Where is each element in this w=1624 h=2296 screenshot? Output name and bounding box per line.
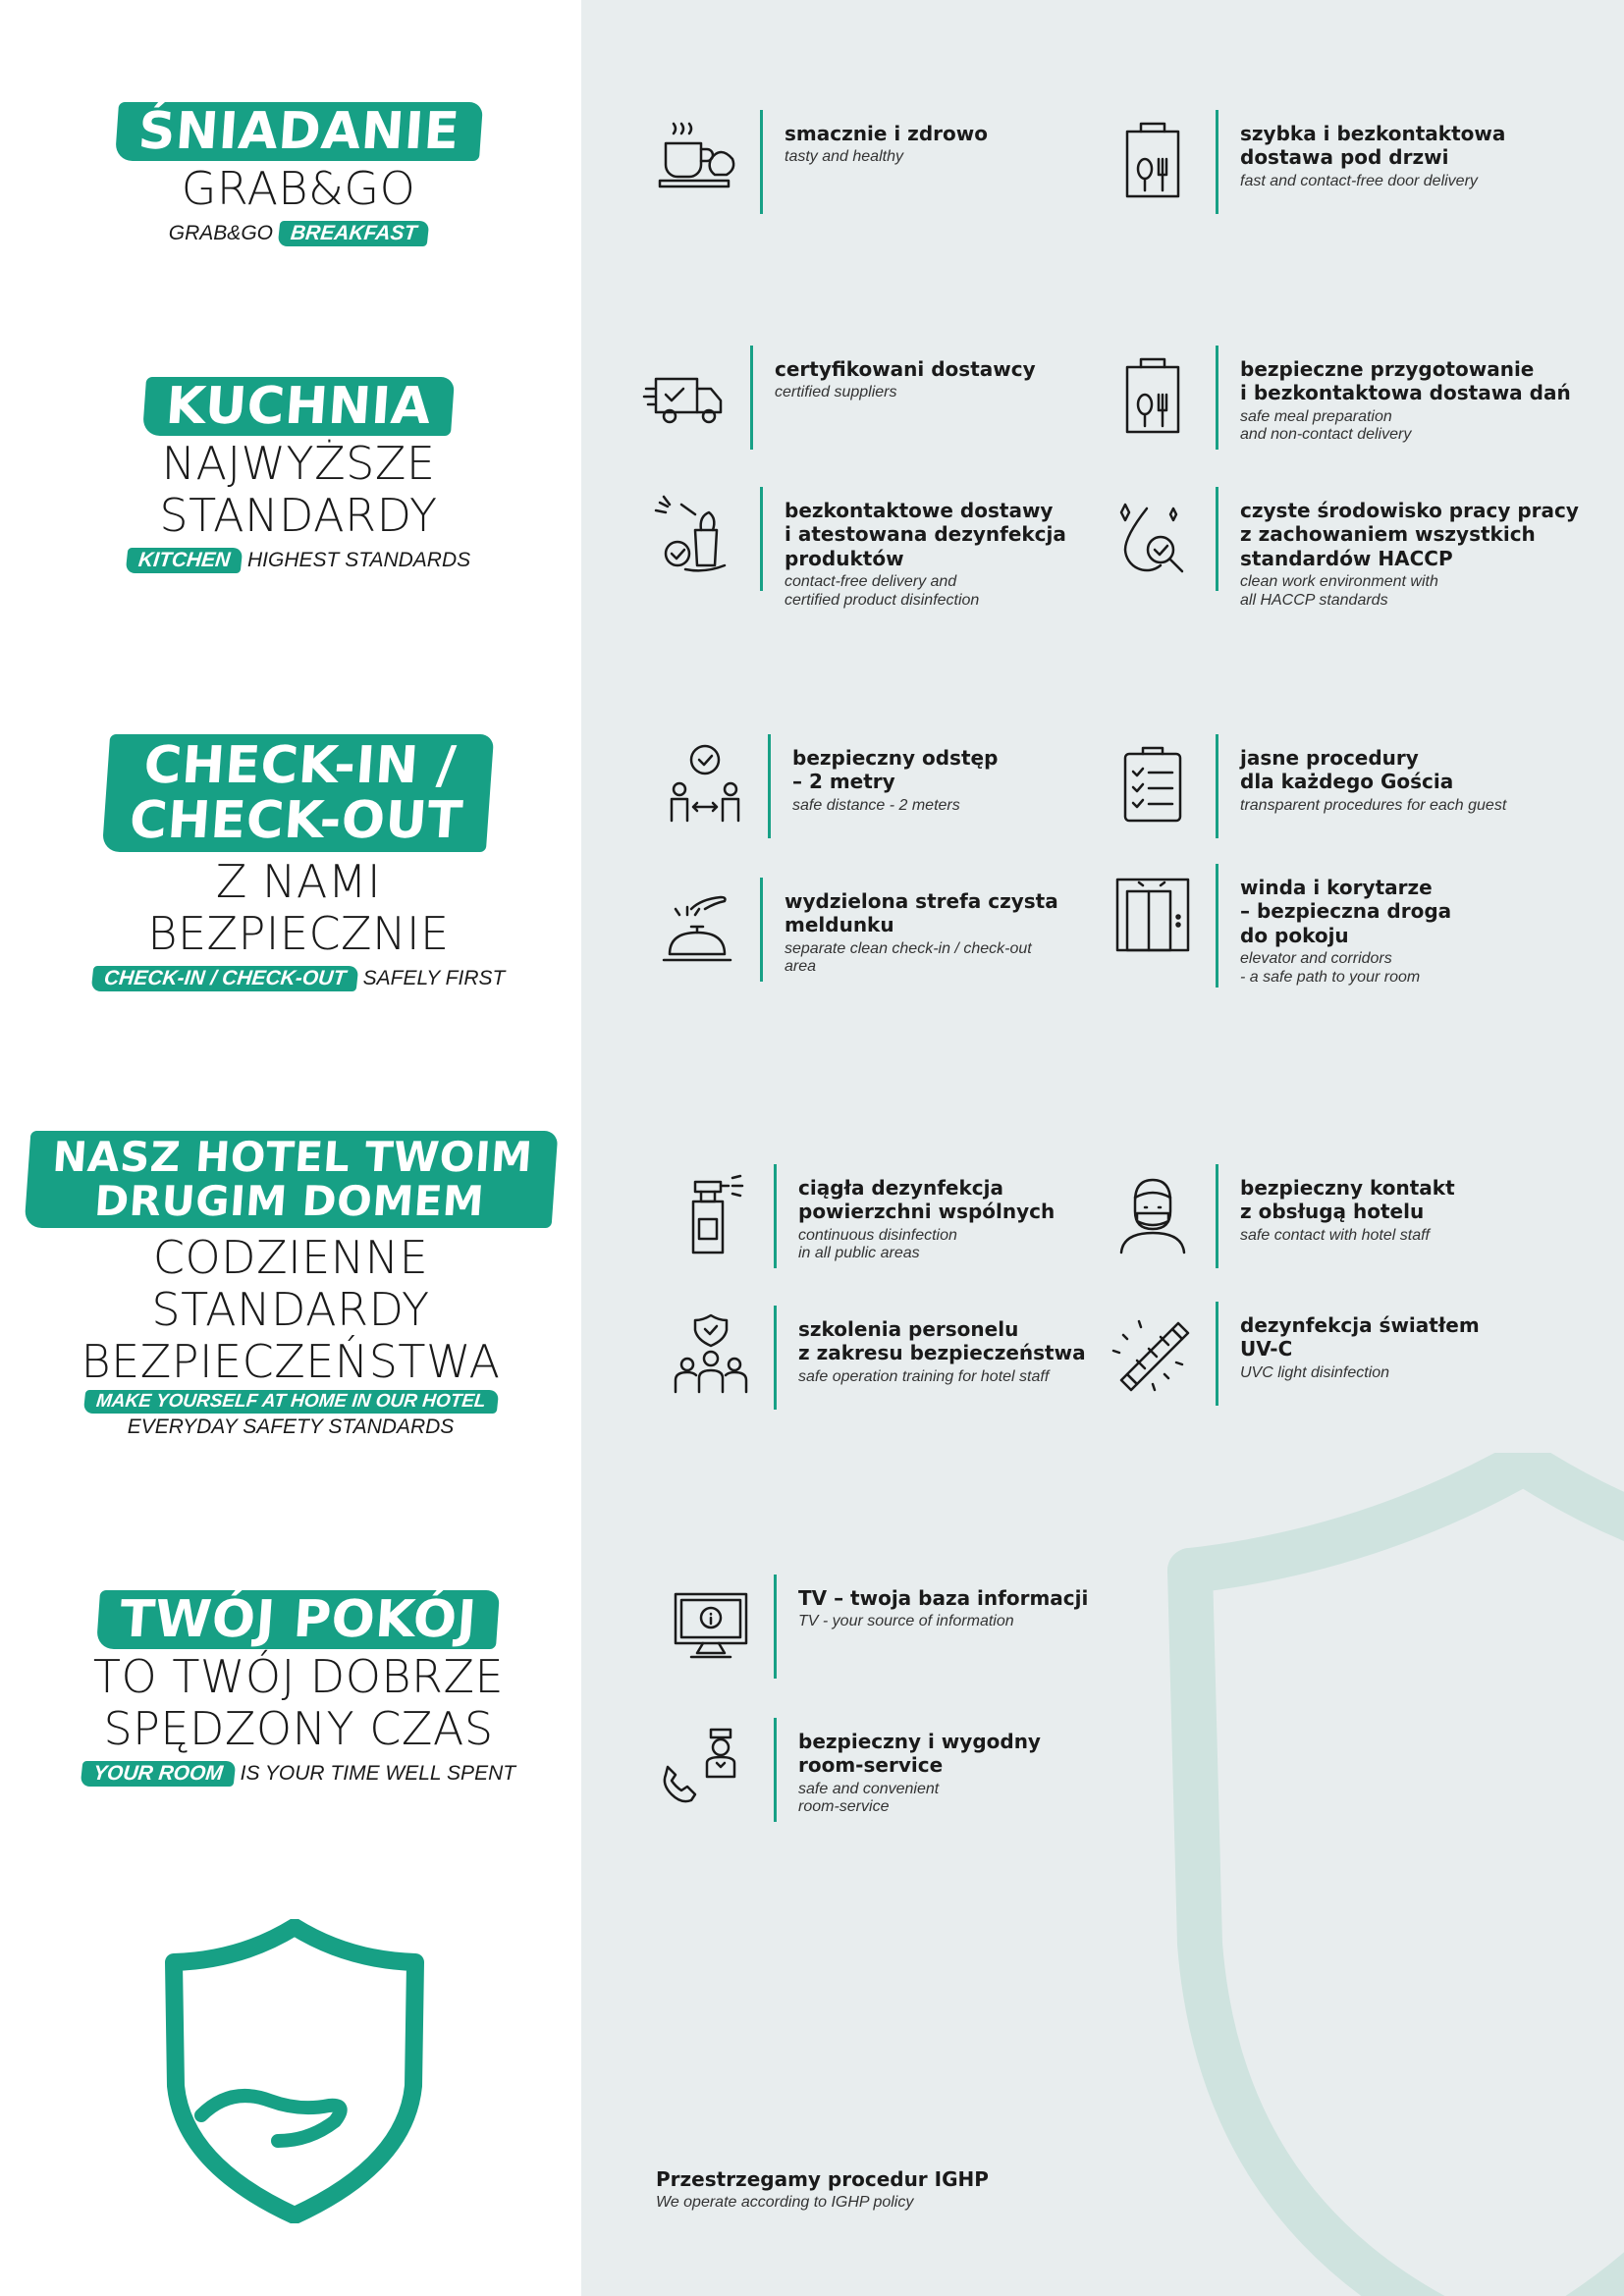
- item-clean-environment: [1108, 487, 1579, 610]
- elevator-icon: [1108, 868, 1198, 958]
- item-text: [1240, 487, 1579, 610]
- room-subtitle-1: TO TWÓJ DOBRZE: [92, 1650, 505, 1704]
- item-subtitle: safe operation training for hotel staff: [798, 1367, 1050, 1385]
- divider-line: [1216, 346, 1218, 450]
- item-text: [792, 734, 998, 815]
- hotel-brush-title: [24, 1131, 558, 1228]
- breakfast-tag-pill: BREAKFAST: [277, 221, 429, 246]
- divider-line: [1216, 864, 1218, 988]
- breakfast-subtitle: GRAB&GO: [181, 162, 416, 216]
- room-tag-plain: IS YOUR TIME WELL SPENT: [240, 1761, 516, 1785]
- kitchen-tagline: [8, 548, 589, 573]
- divider-line: [760, 878, 763, 982]
- divider-line: [774, 1306, 777, 1410]
- divider-line: [1216, 1164, 1218, 1268]
- item-door-delivery: [1108, 110, 1505, 214]
- item-title: UV-C: [1240, 1337, 1293, 1362]
- checkin-subtitle-2: BEZPIECZNIE: [147, 907, 450, 961]
- checkin-tag-pill: CHECK-IN / CHECK-OUT: [90, 966, 358, 991]
- section-hotel-header: [0, 1131, 581, 1439]
- item-subtitle: clean work environment with: [1240, 573, 1438, 591]
- item-title: do pokoju: [1240, 923, 1349, 947]
- item-title: dla każdego Gościa: [1240, 770, 1454, 794]
- item-subtitle: safe and convenient: [798, 1780, 940, 1797]
- hotel-tagline: [0, 1389, 581, 1439]
- item-title: z obsługą hotelu: [1240, 1200, 1425, 1224]
- staff-training-icon: [666, 1309, 756, 1400]
- item-subtitle: continuous disinfection: [798, 1226, 957, 1244]
- divider-line: [1216, 734, 1218, 838]
- item-title: winda i korytarze: [1240, 876, 1433, 899]
- item-text: [1240, 1302, 1480, 1382]
- item-title: – bezpieczna droga: [1240, 899, 1452, 924]
- item-subtitle: certified product disinfection: [785, 591, 980, 609]
- item-title: certyfikowani dostawcy: [775, 357, 1036, 381]
- hotel-tag-plain: EVERYDAY SAFETY STANDARDS: [127, 1415, 455, 1439]
- item-subtitle: contact-free delivery and: [785, 573, 957, 591]
- shield-hand-logo-icon: [162, 1919, 427, 2223]
- checkin-subtitle-1: Z NAMI: [215, 855, 382, 909]
- checkin-brush-title: [102, 734, 495, 852]
- item-tasty-healthy: [652, 110, 988, 214]
- breakfast-tagline: [8, 221, 589, 246]
- item-title: bezpieczny odstęp: [792, 746, 999, 770]
- item-text: [1240, 864, 1451, 987]
- item-room-service: [656, 1718, 1041, 1822]
- item-subtitle: in all public areas: [798, 1245, 920, 1262]
- hotel-subtitle-3: BEZPIECZEŃSTWA: [81, 1334, 501, 1388]
- item-title: szkolenia personelu: [798, 1317, 1019, 1341]
- section-breakfast-header: [8, 102, 589, 246]
- divider-line: [1216, 1302, 1218, 1406]
- item-certified-suppliers: [642, 346, 1036, 450]
- item-text: [775, 346, 1036, 402]
- item-subtitle: - a safe path to your room: [1240, 968, 1421, 986]
- item-subtitle: transparent procedures for each guest: [1240, 796, 1507, 814]
- clean-drop-icon: [1108, 491, 1198, 581]
- section-checkin-header: [8, 734, 589, 991]
- item-text: [1240, 1164, 1455, 1245]
- truck-icon: [642, 349, 732, 440]
- divider-line: [774, 1718, 777, 1822]
- item-title: jasne procedury: [1240, 746, 1419, 770]
- item-subtitle: safe meal preparation: [1240, 407, 1392, 425]
- uv-lamp-icon: [1108, 1306, 1198, 1396]
- room-subtitle-2: SPĘDZONY CZAS: [103, 1702, 494, 1756]
- room-service-icon: [656, 1722, 756, 1812]
- kitchen-tag-pill: KITCHEN: [125, 548, 243, 573]
- divider-line: [750, 346, 753, 450]
- background-shield-icon: [1111, 1453, 1624, 2296]
- item-subtitle: TV - your source of information: [798, 1613, 1014, 1630]
- item-title: bezkontaktowe dostawy: [785, 499, 1054, 522]
- item-title: z zakresu bezpieczeństwa: [798, 1341, 1086, 1365]
- item-tv-info: [666, 1575, 1088, 1679]
- item-continuous-disinfection: [666, 1164, 1055, 1268]
- footer-title: Przestrzegamy procedur IGHP: [656, 2167, 989, 2191]
- item-title: standardów HACCP: [1240, 546, 1453, 570]
- divider-line: [1216, 110, 1218, 214]
- item-text: [785, 878, 1058, 977]
- disinfection-groceries-icon: [652, 491, 742, 581]
- room-tagline: [8, 1761, 589, 1787]
- spray-bottle-icon: [666, 1168, 756, 1258]
- right-panel: [581, 0, 1624, 2296]
- divider-line: [774, 1164, 777, 1268]
- item-title: bezpieczny kontakt: [1240, 1176, 1455, 1200]
- item-title: bezpieczne przygotowanie: [1240, 357, 1535, 381]
- item-elevator: [1108, 864, 1451, 988]
- item-subtitle: and non-contact delivery: [1240, 426, 1412, 444]
- item-staff-contact: [1108, 1164, 1455, 1268]
- item-safe-distance: [660, 734, 998, 838]
- item-title: szybka i bezkontaktowa: [1240, 122, 1506, 145]
- kitchen-brush-title: KUCHNIA: [142, 377, 455, 436]
- tv-info-icon: [666, 1578, 756, 1669]
- item-subtitle: room-service: [798, 1798, 890, 1816]
- item-subtitle: safe contact with hotel staff: [1240, 1226, 1430, 1244]
- hotel-brush-line-2: DRUGIM DOMEM: [92, 1177, 486, 1226]
- checkin-brush-line-2: CHECK-OUT: [128, 791, 465, 851]
- item-title: dezynfekcja światłem: [1240, 1313, 1480, 1337]
- footer-ighp: [656, 2167, 989, 2213]
- item-subtitle: area: [785, 958, 817, 976]
- item-text: [785, 487, 1066, 610]
- masked-person-icon: [1108, 1168, 1198, 1258]
- hotel-brush-line-1: NASZ HOTEL TWOIM: [50, 1133, 534, 1181]
- breakfast-brush-title: ŚNIADANIE: [114, 102, 482, 161]
- divider-line: [1216, 487, 1218, 591]
- item-subtitle: fast and contact-free door delivery: [1240, 172, 1478, 189]
- item-text: [1240, 734, 1506, 815]
- item-title: z zachowaniem wszystkich: [1240, 522, 1536, 547]
- item-title: dostawa pod drzwi: [1240, 145, 1449, 170]
- breakfast-cup-icon: [652, 114, 742, 204]
- item-title: i atestowana dezynfekcja: [785, 522, 1066, 547]
- item-subtitle: UVC light disinfection: [1240, 1363, 1390, 1381]
- item-title: wydzielona strefa czysta: [785, 889, 1058, 913]
- item-title: powierzchni wspólnych: [798, 1200, 1056, 1224]
- item-text: [785, 110, 988, 167]
- checkin-brush-line-1: CHECK-IN /: [142, 736, 459, 795]
- item-title: produktów: [785, 546, 904, 570]
- food-bag-icon: [1108, 349, 1198, 440]
- item-title: smacznie i zdrowo: [785, 122, 988, 145]
- item-uv-disinfection: [1108, 1302, 1480, 1406]
- item-text: [1240, 346, 1571, 445]
- footer-subtitle: We operate according to IGHP policy: [656, 2194, 914, 2212]
- checkin-tag-plain: SAFELY FIRST: [362, 967, 506, 990]
- item-text: [798, 1164, 1055, 1263]
- item-title: czyste środowisko pracy pracy: [1240, 499, 1579, 522]
- reception-bell-icon: [652, 881, 742, 972]
- checkin-tagline: [8, 966, 589, 991]
- divider-line: [768, 734, 771, 838]
- item-title: room-service: [798, 1753, 944, 1778]
- clipboard-icon: [1108, 738, 1198, 828]
- item-text: [798, 1306, 1086, 1386]
- item-text: [798, 1575, 1088, 1631]
- item-title: ciągła dezynfekcja: [798, 1176, 1003, 1200]
- divider-line: [760, 487, 763, 591]
- delivery-bag-icon: [1108, 114, 1198, 204]
- kitchen-tag-plain: HIGHEST STANDARDS: [247, 548, 471, 571]
- item-title: – 2 metry: [792, 770, 895, 794]
- breakfast-tag-plain: GRAB&GO: [168, 222, 273, 245]
- item-staff-training: [666, 1306, 1086, 1410]
- item-subtitle: separate clean check-in / check-out: [785, 939, 1032, 957]
- item-title: bezpieczny i wygodny: [798, 1730, 1041, 1753]
- hotel-subtitle-1: CODZIENNE: [152, 1230, 429, 1284]
- item-title: i bezkontaktowa dostawa dań: [1240, 381, 1571, 405]
- distance-icon: [660, 738, 750, 828]
- hotel-tag-pill: MAKE YOURSELF AT HOME IN OUR HOTEL: [82, 1390, 498, 1414]
- item-safe-meal: [1108, 346, 1571, 450]
- item-text: [1240, 110, 1505, 190]
- section-room-header: [8, 1590, 589, 1787]
- item-subtitle: all HACCP standards: [1240, 591, 1388, 609]
- item-subtitle: safe distance - 2 meters: [792, 796, 960, 814]
- divider-line: [760, 110, 763, 214]
- item-subtitle: certified suppliers: [775, 384, 897, 401]
- room-brush-title: TWÓJ POKÓJ: [96, 1590, 501, 1649]
- item-subtitle: elevator and corridors: [1240, 950, 1392, 968]
- section-kitchen-header: [8, 377, 589, 573]
- item-subtitle: tasty and healthy: [785, 148, 903, 166]
- kitchen-subtitle-1: NAJWYŻSZE: [161, 437, 436, 491]
- item-procedures: [1108, 734, 1506, 838]
- item-title: meldunku: [785, 913, 894, 937]
- kitchen-subtitle-2: STANDARDY: [159, 489, 438, 543]
- item-clean-zone: [652, 878, 1058, 982]
- item-title: TV – twoja baza informacji: [798, 1586, 1089, 1610]
- item-contactless-delivery: [652, 487, 1066, 610]
- item-text: [798, 1718, 1041, 1817]
- room-tag-pill: YOUR ROOM: [81, 1761, 237, 1787]
- divider-line: [774, 1575, 777, 1679]
- hotel-subtitle-2: STANDARDY: [151, 1282, 430, 1336]
